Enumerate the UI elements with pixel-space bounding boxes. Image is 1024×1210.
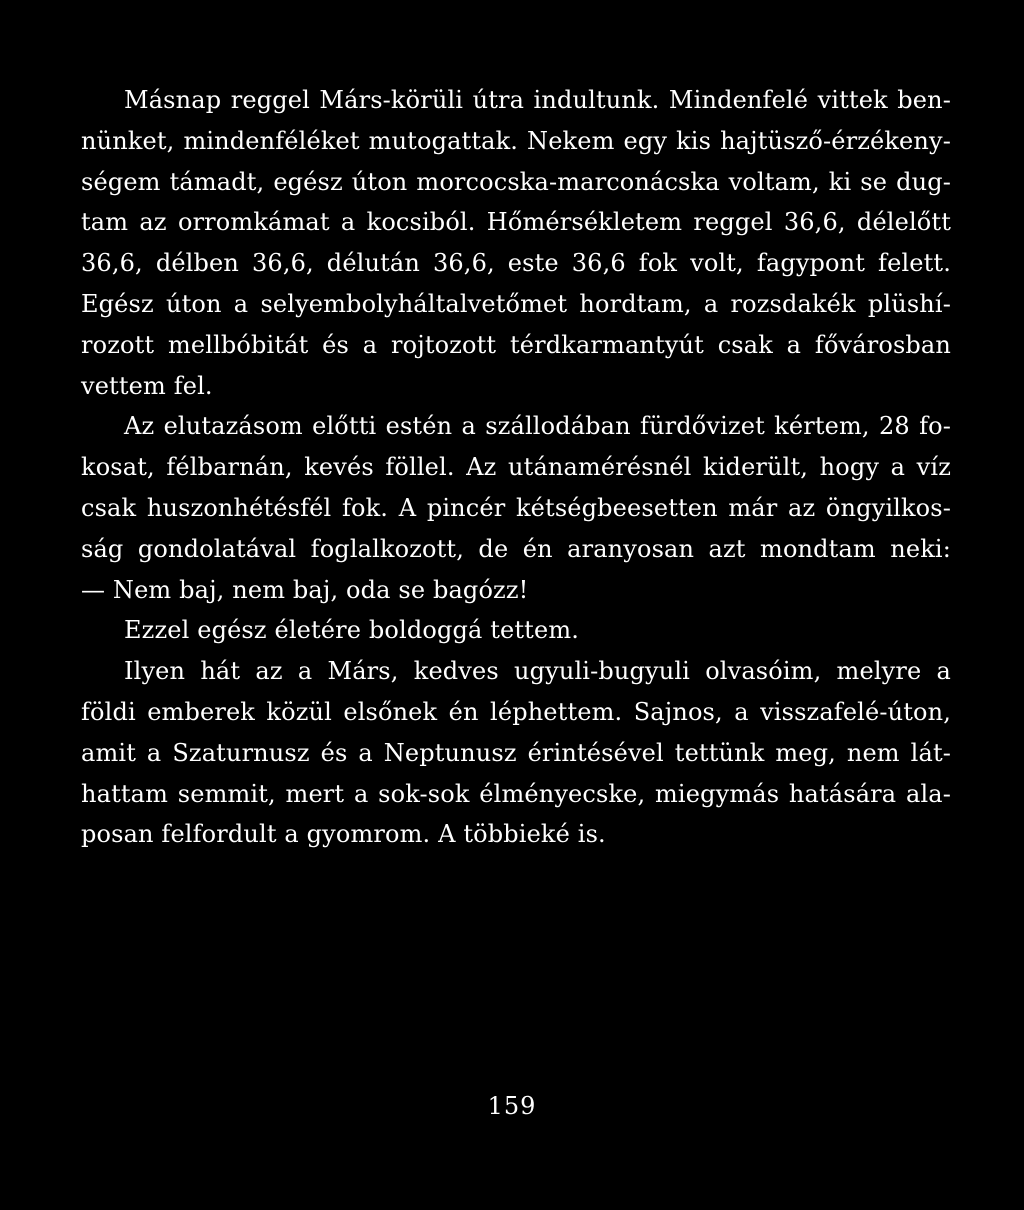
text-line: csak huszonhétésfél fok. A pincér kétségbeesetten már az öngyilkos- xyxy=(81,493,951,522)
text-line: Ilyen hát az a Márs, kedves ugyuli-bugyuli olvasóim, melyre a xyxy=(124,657,951,686)
text-line: 36,6, délben 36,6, délután 36,6, este 36,6 fok volt, fagypont felett. xyxy=(81,249,951,278)
text-line: amit a Szaturnusz és a Neptunusz érintésével tettünk meg, nem lát- xyxy=(81,738,951,767)
text-line: kosat, félbarnán, kevés föllel. Az utánamérésnél kiderült, hogy a víz xyxy=(81,453,951,482)
text-line: — Nem baj, nem baj, oda se bagózz! xyxy=(81,575,529,604)
page-number: 159 xyxy=(487,1092,537,1120)
text-line: nünket, mindenféléket mutogattak. Nekem egy kis hajtüsző-érzékeny- xyxy=(81,126,951,155)
text-line: vettem fel. xyxy=(81,371,213,400)
text-line: ségem támadt, egész úton morcocska-marconácska voltam, ki se dug- xyxy=(81,167,951,196)
text-line: földi emberek közül elsőnek én léphettem. Sajnos, a visszafelé-úton, xyxy=(81,697,951,726)
text-line: ság gondolatával foglalkozott, de én aranyosan azt mondtam neki: xyxy=(81,534,951,563)
text-line: Ezzel egész életére boldoggá tettem. xyxy=(124,616,580,645)
text-line: hattam semmit, mert a sok-sok élményecske, miegymás hatására ala- xyxy=(81,779,951,808)
text-line: posan felfordult a gyomrom. A többieké is. xyxy=(81,820,606,849)
text-line: Másnap reggel Márs-körüli útra indultunk. Mindenfelé vittek ben- xyxy=(124,86,951,114)
text-line: Az elutazásom előtti estén a szállodában fürdővizet kértem, 28 fo- xyxy=(124,412,951,441)
text-line: Egész úton a selyembolyháltalvetőmet hordtam, a rozsdakék plüshí- xyxy=(81,289,951,318)
text-line: tam az orromkámat a kocsiból. Hőmérsékletem reggel 36,6, délelőtt xyxy=(81,208,951,237)
text-line: rozott mellbóbitát és a rojtozott térdkarmantyút csak a fővárosban xyxy=(81,330,951,359)
page-text xyxy=(81,80,951,855)
